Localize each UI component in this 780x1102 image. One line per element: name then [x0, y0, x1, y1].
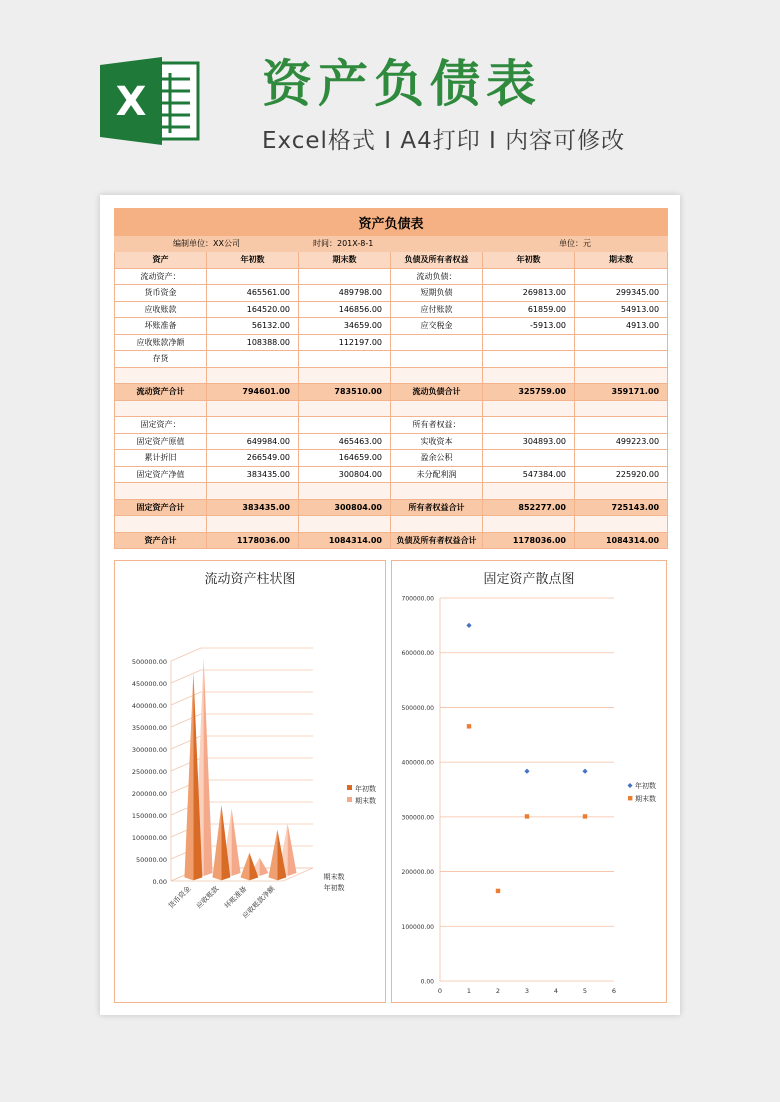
table-row: [115, 483, 668, 500]
table-cell[interactable]: [299, 351, 391, 368]
bar-face: [288, 824, 297, 876]
table-cell[interactable]: [391, 516, 483, 533]
y-tick-label: 400000.00: [401, 759, 434, 767]
legend-swatch: [347, 785, 352, 790]
table-cell[interactable]: 34659.00: [299, 318, 391, 335]
bar-face: [212, 805, 221, 880]
y-tick-label: 300000.00: [131, 746, 167, 754]
balance-sheet-table: [114, 208, 668, 549]
table-cell[interactable]: [575, 268, 668, 285]
table-cell[interactable]: [115, 516, 207, 533]
table-cell[interactable]: 299345.00: [575, 285, 668, 302]
table-cell[interactable]: [207, 400, 299, 417]
excel-logo-icon: [100, 57, 200, 145]
table-cell[interactable]: 146856.00: [299, 301, 391, 318]
column-header: 年初数: [483, 252, 575, 269]
table-cell[interactable]: 货币资金: [115, 285, 207, 302]
table-cell[interactable]: [207, 417, 299, 434]
table-row: [115, 433, 668, 450]
table-cell[interactable]: [391, 351, 483, 368]
table-cell[interactable]: 固定资产原值: [115, 433, 207, 450]
table-cell[interactable]: 489798.00: [299, 285, 391, 302]
page-title: 资产负债表: [262, 55, 542, 113]
table-cell[interactable]: 465463.00: [299, 433, 391, 450]
table-cell[interactable]: 1084314.00: [299, 532, 391, 549]
table-cell[interactable]: 流动负债合计: [391, 384, 483, 401]
y-tick-label: 700000.00: [401, 595, 434, 603]
table-cell[interactable]: [483, 417, 575, 434]
column-header-row: [115, 252, 668, 269]
y-tick-label: 500000.00: [131, 658, 167, 666]
x-tick-label: 3: [524, 987, 530, 995]
table-row: [115, 268, 668, 285]
table-cell[interactable]: 794601.00: [207, 384, 299, 401]
table-cell[interactable]: 应付账款: [391, 301, 483, 318]
y-tick-label: 500000.00: [401, 704, 434, 712]
scatter-point: [467, 724, 471, 728]
table-cell[interactable]: [391, 400, 483, 417]
table-cell[interactable]: [115, 400, 207, 417]
table-cell[interactable]: 盈余公积: [391, 450, 483, 467]
page-subtitle: Excel格式 I A4打印 I 内容可修改: [262, 128, 626, 154]
table-cell[interactable]: 325759.00: [483, 384, 575, 401]
table-cell[interactable]: [207, 516, 299, 533]
table-cell[interactable]: 短期负债: [391, 285, 483, 302]
bar-face: [268, 830, 277, 881]
y-tick-label: 200000.00: [131, 790, 167, 798]
table-cell[interactable]: 164520.00: [207, 301, 299, 318]
table-cell[interactable]: 547384.00: [483, 466, 575, 483]
table-cell[interactable]: [391, 367, 483, 384]
x-tick-label: 5: [582, 987, 588, 995]
legend-swatch: [347, 797, 352, 802]
x-tick-label: 坏账准备: [222, 884, 249, 911]
table-cell[interactable]: 225920.00: [575, 466, 668, 483]
table-cell[interactable]: 存货: [115, 351, 207, 368]
scatter-chart-panel: [391, 560, 667, 1003]
table-cell[interactable]: 61859.00: [483, 301, 575, 318]
x-tick-label: 2: [495, 987, 501, 995]
column-header: 年初数: [207, 252, 299, 269]
column-header: 资产: [115, 252, 207, 269]
table-cell[interactable]: 1178036.00: [483, 532, 575, 549]
total-row: [115, 499, 668, 516]
table-row: [115, 450, 668, 467]
scatter-point: [466, 623, 471, 628]
table-row: [115, 417, 668, 434]
total-row: [115, 532, 668, 549]
table-cell[interactable]: [391, 483, 483, 500]
table-cell[interactable]: 实收资本: [391, 433, 483, 450]
table-cell[interactable]: [391, 334, 483, 351]
table-cell[interactable]: 383435.00: [207, 499, 299, 516]
column-header: 期末数: [299, 252, 391, 269]
legend-swatch: [628, 783, 633, 788]
table-row: [115, 334, 668, 351]
table-cell[interactable]: 1084314.00: [575, 532, 668, 549]
table-cell[interactable]: 固定资产净值: [115, 466, 207, 483]
legend-swatch: [628, 796, 632, 800]
table-cell[interactable]: 359171.00: [575, 384, 668, 401]
bar-face: [184, 673, 193, 881]
table-cell[interactable]: 1178036.00: [207, 532, 299, 549]
bar-face: [232, 808, 241, 876]
table-cell[interactable]: [575, 351, 668, 368]
table-cell[interactable]: 112197.00: [299, 334, 391, 351]
table-row: [115, 400, 668, 417]
company-label: 编制单位：XX公司: [115, 236, 299, 252]
bar-chart: [115, 561, 385, 1002]
table-cell[interactable]: [483, 483, 575, 500]
table-cell[interactable]: 流动资产：: [115, 268, 207, 285]
currency-label: 单位：元: [483, 236, 668, 252]
table-cell[interactable]: 固定资产合计: [115, 499, 207, 516]
table-cell[interactable]: [483, 450, 575, 467]
depth-axis-label: 年初数: [323, 884, 345, 892]
scatter-point: [582, 769, 587, 774]
table-row: [115, 318, 668, 335]
table-cell[interactable]: -5913.00: [483, 318, 575, 335]
table-cell[interactable]: 流动负债：: [391, 268, 483, 285]
table-cell[interactable]: [207, 268, 299, 285]
table-cell[interactable]: [575, 516, 668, 533]
table-cell[interactable]: 4913.00: [575, 318, 668, 335]
column-header: 期末数: [575, 252, 668, 269]
logo-letter: X: [115, 79, 147, 125]
table-row: [115, 466, 668, 483]
table-cell[interactable]: 应收账款净额: [115, 334, 207, 351]
table-cell[interactable]: [207, 367, 299, 384]
table-cell[interactable]: [115, 367, 207, 384]
scatter-point: [583, 814, 587, 818]
table-row: [115, 301, 668, 318]
table-cell[interactable]: [483, 334, 575, 351]
legend-label: 年初数: [635, 782, 656, 790]
spreadsheet-page: [100, 195, 680, 1015]
table-cell[interactable]: 54913.00: [575, 301, 668, 318]
table-row: [115, 367, 668, 384]
y-tick-label: 0.00: [420, 978, 434, 986]
depth-axis-label: 期末数: [323, 873, 345, 881]
gridline: [171, 714, 201, 727]
x-tick-label: 4: [553, 987, 559, 995]
sheet-title: 资产负债表: [115, 209, 668, 236]
x-tick-label: 0: [437, 987, 443, 995]
scatter-chart-title: 固定资产散点图: [483, 572, 575, 587]
table-cell[interactable]: [207, 483, 299, 500]
gridline: [171, 648, 201, 661]
legend-label: 期末数: [635, 795, 656, 803]
gridline: [171, 670, 201, 683]
table-cell[interactable]: [483, 367, 575, 384]
bar-chart-title: 流动资产柱状图: [204, 572, 296, 587]
total-row: [115, 384, 668, 401]
table-row: [115, 285, 668, 302]
table-cell[interactable]: [483, 516, 575, 533]
y-tick-label: 400000.00: [131, 702, 167, 710]
table-cell[interactable]: 649984.00: [207, 433, 299, 450]
table-cell[interactable]: 56132.00: [207, 318, 299, 335]
table-cell[interactable]: 300804.00: [299, 466, 391, 483]
table-cell[interactable]: [299, 400, 391, 417]
table-cell[interactable]: [299, 516, 391, 533]
legend-label: 期末数: [355, 797, 376, 805]
y-tick-label: 200000.00: [401, 869, 434, 877]
scatter-point: [525, 814, 529, 818]
gridline: [171, 692, 201, 705]
table-cell[interactable]: [207, 351, 299, 368]
table-cell[interactable]: [483, 351, 575, 368]
table-cell[interactable]: [299, 367, 391, 384]
y-tick-label: 450000.00: [131, 680, 167, 688]
table-cell[interactable]: 流动资产合计: [115, 384, 207, 401]
table-cell[interactable]: 164659.00: [299, 450, 391, 467]
table-cell[interactable]: [299, 417, 391, 434]
y-tick-label: 50000.00: [135, 856, 167, 864]
table-cell[interactable]: [575, 367, 668, 384]
y-tick-label: 600000.00: [401, 650, 434, 658]
y-tick-label: 100000.00: [401, 923, 434, 931]
table-cell[interactable]: [115, 483, 207, 500]
table-cell[interactable]: 未分配利润: [391, 466, 483, 483]
table-cell[interactable]: 852277.00: [483, 499, 575, 516]
table-cell[interactable]: 725143.00: [575, 499, 668, 516]
column-header: 负债及所有者权益: [391, 252, 483, 269]
table-cell[interactable]: 所有者权益合计: [391, 499, 483, 516]
table-cell[interactable]: 783510.00: [299, 384, 391, 401]
scatter-point: [524, 769, 529, 774]
scatter-point: [496, 889, 500, 893]
y-tick-label: 250000.00: [131, 768, 167, 776]
table-cell[interactable]: 固定资产：: [115, 417, 207, 434]
table-row: [115, 516, 668, 533]
date-label: 时间：201X-8-1: [299, 236, 483, 252]
table-cell[interactable]: [483, 268, 575, 285]
table-cell[interactable]: 383435.00: [207, 466, 299, 483]
bar-chart-panel: [114, 560, 386, 1003]
table-cell[interactable]: 坏账准备: [115, 318, 207, 335]
table-cell[interactable]: 累计折旧: [115, 450, 207, 467]
x-tick-label: 应收账款净额: [241, 884, 277, 921]
x-tick-label: 1: [466, 987, 472, 995]
table-cell[interactable]: [299, 483, 391, 500]
bar-face: [204, 657, 213, 876]
table-cell[interactable]: 266549.00: [207, 450, 299, 467]
scatter-chart: [392, 561, 666, 1002]
table-cell[interactable]: [575, 483, 668, 500]
y-tick-label: 150000.00: [131, 812, 167, 820]
legend-label: 年初数: [355, 785, 376, 793]
table-cell[interactable]: [299, 268, 391, 285]
table-cell[interactable]: 465561.00: [207, 285, 299, 302]
y-tick-label: 300000.00: [401, 814, 434, 822]
y-tick-label: 100000.00: [131, 834, 167, 842]
table-cell[interactable]: 300804.00: [299, 499, 391, 516]
bar-face: [260, 858, 269, 876]
bar-face: [240, 853, 249, 881]
table-cell[interactable]: 499223.00: [575, 433, 668, 450]
table-row: [115, 351, 668, 368]
table-cell[interactable]: [575, 417, 668, 434]
y-tick-label: 0.00: [152, 878, 167, 886]
table-cell[interactable]: [575, 334, 668, 351]
table-cell[interactable]: 负债及所有者权益合计: [391, 532, 483, 549]
table-cell[interactable]: [483, 400, 575, 417]
table-cell[interactable]: 269813.00: [483, 285, 575, 302]
table-cell[interactable]: [575, 450, 668, 467]
y-tick-label: 350000.00: [131, 724, 167, 732]
x-tick-label: 应收账款: [194, 884, 221, 911]
table-cell[interactable]: [575, 400, 668, 417]
table-cell[interactable]: 304893.00: [483, 433, 575, 450]
x-tick-label: 6: [611, 987, 617, 995]
table-cell[interactable]: 所有者权益：: [391, 417, 483, 434]
table-cell[interactable]: 108388.00: [207, 334, 299, 351]
x-tick-label: 货币资金: [166, 884, 193, 911]
table-cell[interactable]: 应收账款: [115, 301, 207, 318]
table-cell[interactable]: 应交税金: [391, 318, 483, 335]
table-cell[interactable]: 资产合计: [115, 532, 207, 549]
